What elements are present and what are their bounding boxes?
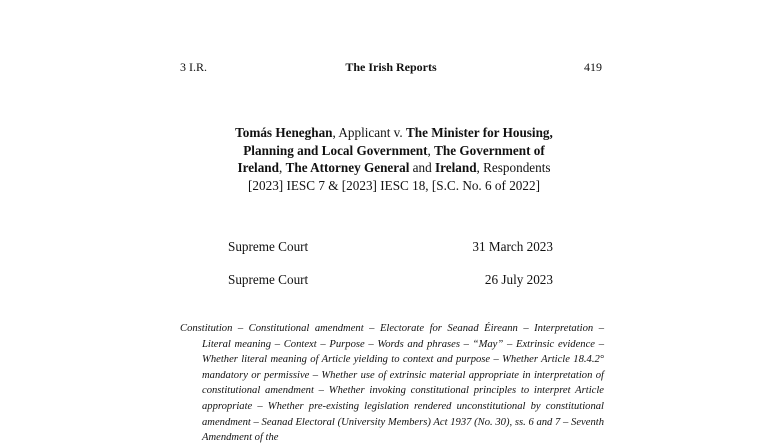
separator: ,: [427, 142, 435, 158]
case-citation: , Respondents [2023] IESC 7 & [2023] IESC 18, [S.C. No. 6 of 2022]: [248, 160, 551, 193]
case-title: [220, 124, 568, 194]
respondent-government: The Government of Ireland: [237, 142, 545, 175]
court-name: Supreme Court: [228, 272, 309, 287]
volume-reference: 3 I.R.: [180, 60, 207, 74]
respondent-ireland: Ireland: [435, 160, 477, 175]
hearing-row: [228, 272, 553, 290]
respondent-attorney-general: The Attorney General: [285, 160, 410, 175]
hearing-date: 31 March 2023: [472, 239, 553, 254]
hearing-date: 26 July 2023: [484, 272, 553, 287]
running-head: [180, 60, 602, 76]
respondent-minister: The Minister for Housing, Planning and Local Government: [243, 125, 553, 158]
separator: ,: [278, 160, 286, 175]
applicant-role: , Applicant v.: [332, 125, 407, 140]
hearing-row: [228, 239, 553, 257]
journal-title: The Irish Reports: [345, 60, 437, 74]
page-number: 419: [584, 60, 602, 74]
court-name: Supreme Court: [228, 239, 309, 254]
catchwords-paragraph: [180, 321, 604, 446]
applicant-name: Tomás Heneghan: [235, 125, 333, 140]
separator: and: [409, 160, 436, 175]
catchwords-text: Constitution – Constitutional amendment – Electorate for Seanad Éireann – Interpretation – Literal meaning – Context – Purpose – Words and phrases – “May” – Extrinsic evidence – Whether literal meaning of Article yielding to context and purpose – Whether Article 18.4.2° mandatory or permissive – Whether use of extrinsic material appropriate in interpretation of constitutional amendment – Whether invoking constitutional principles to interpret Article appropriate – Whether pre-existing legislation rendered unconstitutional by constitutional amendment – Seanad Electoral (University Members) Act 1937 (No. 30), ss. 6 and 7 – Seventh Amendment of the: [180, 323, 604, 444]
